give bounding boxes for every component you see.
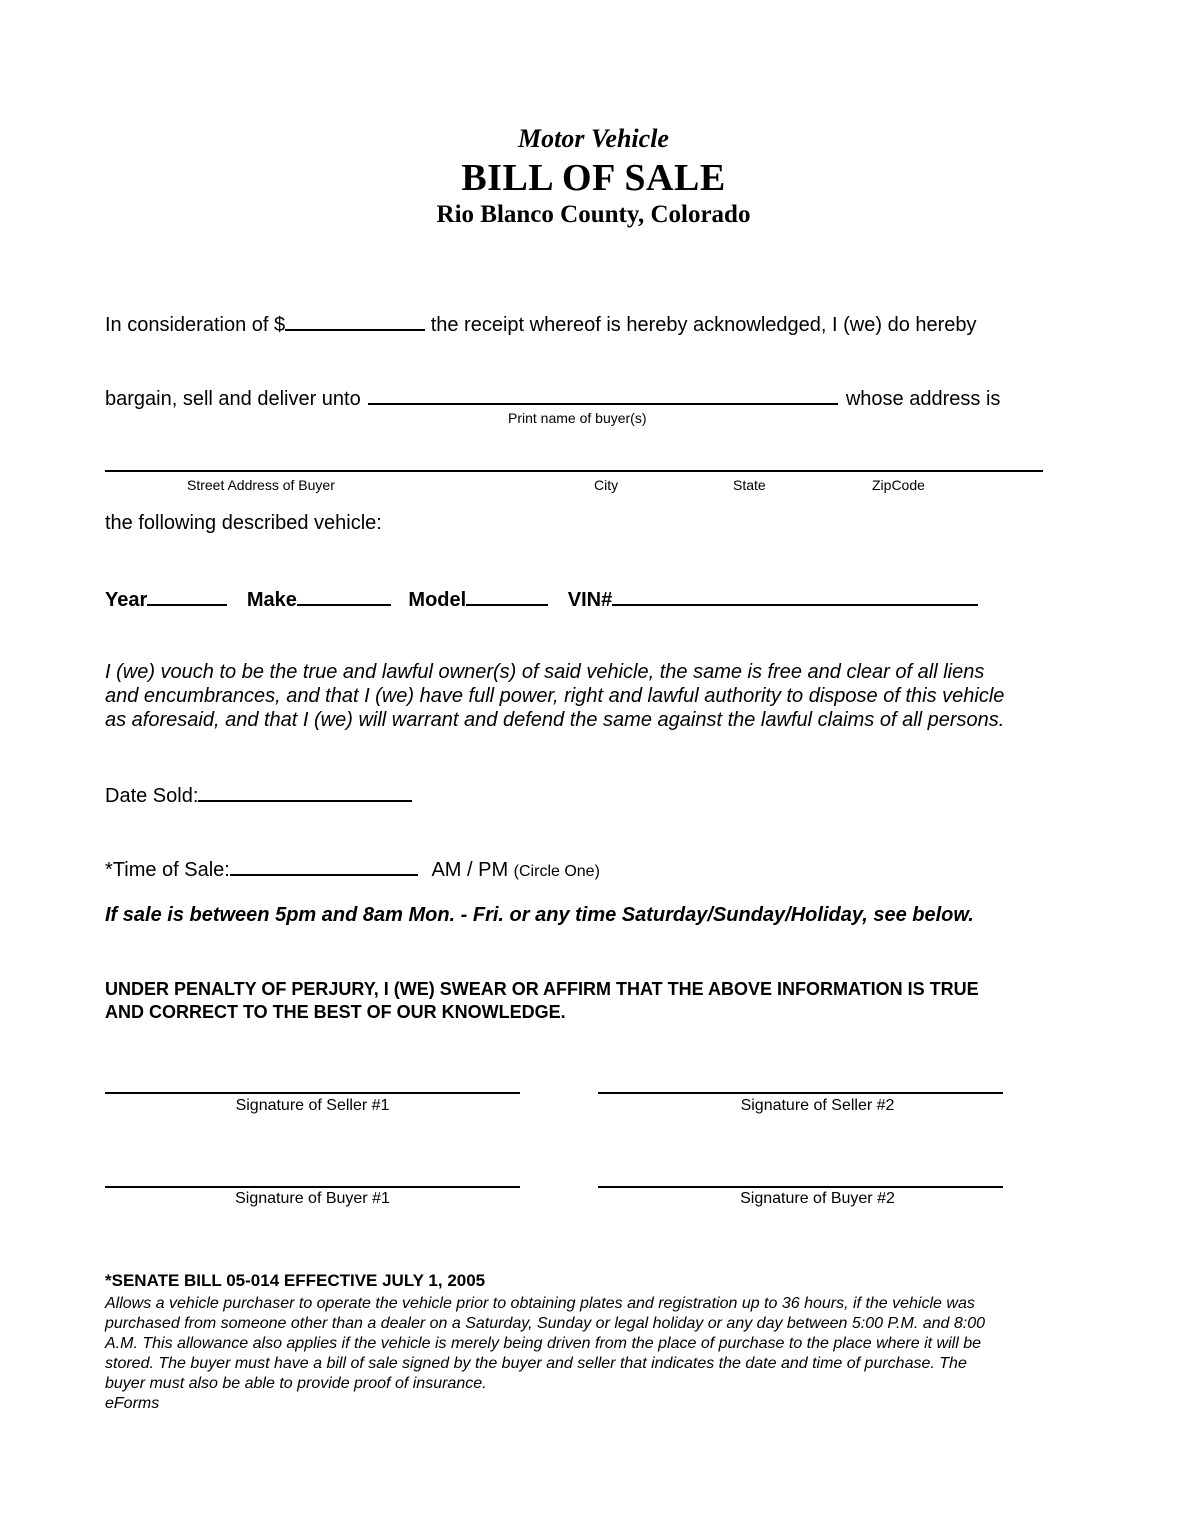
city-caption: City [594, 477, 619, 493]
date-sold-label: Date Sold: [105, 785, 199, 807]
consideration-suffix: the receipt whereof is hereby acknowledged, I (we) do hereby [430, 314, 977, 336]
amount-field[interactable] [285, 311, 425, 331]
senate-bill-heading: *SENATE BILL 05-014 EFFECTIVE JULY 1, 2005 [105, 1271, 486, 1290]
perjury-statement [105, 978, 979, 1024]
buyer1-signature-caption: Signature of Buyer #1 [235, 1190, 390, 1207]
seller2-signature-caption: Signature of Seller #2 [740, 1097, 895, 1114]
buyer1-signature-field[interactable] [105, 1186, 520, 1188]
date-sold-field[interactable] [198, 782, 412, 802]
sale-time-note: If sale is between 5pm and 8am Mon. - Fri. or any time Saturday/Sunday/Holiday, see below. [105, 904, 974, 926]
senate-bill-line: buyer must also be able to provide proof of insurance. [105, 1375, 487, 1392]
model-label: Model [408, 589, 467, 611]
perjury-line: AND CORRECT TO THE BEST OF OUR KNOWLEDGE. [105, 1002, 566, 1022]
consideration-prefix: In consideration of $ [105, 314, 286, 336]
buyer2-signature-field[interactable] [598, 1186, 1003, 1188]
model-field[interactable] [466, 586, 548, 606]
time-of-sale-field[interactable] [230, 856, 418, 876]
date-sold-row [105, 782, 412, 808]
buyer-name-caption: Print name of buyer(s) [508, 410, 647, 426]
warranty-line: and encumbrances, and that I (we) have full power, right and lawful authority to dispose of this vehicle [105, 685, 1005, 707]
senate-bill-line: A.M. This allowance also applies if the vehicle is merely being driven from the place of purchase to the place where it will be [105, 1335, 981, 1352]
state-caption: State [733, 477, 766, 493]
am-pm-option[interactable]: AM / PM [431, 859, 509, 881]
street-caption: Street Address of Buyer [187, 477, 335, 493]
seller2-signature-field[interactable] [598, 1092, 1003, 1094]
year-field[interactable] [147, 586, 227, 606]
buyer-address-field[interactable] [105, 470, 1043, 472]
make-label: Make [246, 589, 297, 611]
eforms-footer: eForms [105, 1395, 160, 1412]
senate-bill-text [105, 1294, 985, 1414]
consideration-line [105, 311, 977, 337]
buyer2-signature-caption: Signature of Buyer #2 [740, 1190, 895, 1207]
perjury-line: UNDER PENALTY OF PERJURY, I (WE) SWEAR OR AFFIRM THAT THE ABOVE INFORMATION IS TRUE [105, 979, 979, 999]
senate-bill-line: purchased from someone other than a dealer on a Saturday, Sunday or legal holiday or any day between 5:00 P.M. and 8:00 [105, 1315, 985, 1332]
warranty-line: I (we) vouch to be the true and lawful owner(s) of said vehicle, the same is free and clear of all liens [105, 661, 985, 683]
buyer-line-suffix: whose address is [845, 388, 1001, 410]
vehicle-fields-row [105, 586, 978, 612]
county-heading: Rio Blanco County, Colorado [436, 201, 751, 228]
time-of-sale-label: *Time of Sale: [105, 859, 230, 881]
senate-bill-line: Allows a vehicle purchaser to operate the vehicle prior to obtaining plates and registration up to 36 hours, if the vehicle was [105, 1295, 975, 1312]
header-subtitle: Motor Vehicle [518, 124, 669, 153]
senate-bill-line: stored. The buyer must have a bill of sale signed by the buyer and seller that indicates the date and time of purchase. The [105, 1355, 967, 1372]
vehicle-intro: the following described vehicle: [105, 512, 382, 534]
warranty-line: as aforesaid, and that I (we) will warrant and defend the same against the lawful claims of all persons. [105, 709, 1005, 731]
time-of-sale-row [105, 856, 600, 882]
warranty-paragraph [105, 660, 1004, 732]
seller1-signature-field[interactable] [105, 1092, 520, 1094]
vin-field[interactable] [612, 586, 978, 606]
vin-label: VIN# [567, 589, 613, 611]
zipcode-caption: ZipCode [872, 477, 925, 493]
make-field[interactable] [297, 586, 391, 606]
seller1-signature-caption: Signature of Seller #1 [235, 1097, 390, 1114]
buyer-name-field[interactable] [368, 385, 838, 405]
circle-one-note: (Circle One) [513, 863, 600, 880]
year-label: Year [105, 589, 148, 611]
buyer-line-prefix: bargain, sell and deliver unto [105, 388, 361, 410]
document-title: BILL OF SALE [461, 157, 726, 199]
buyer-line [105, 385, 1000, 411]
